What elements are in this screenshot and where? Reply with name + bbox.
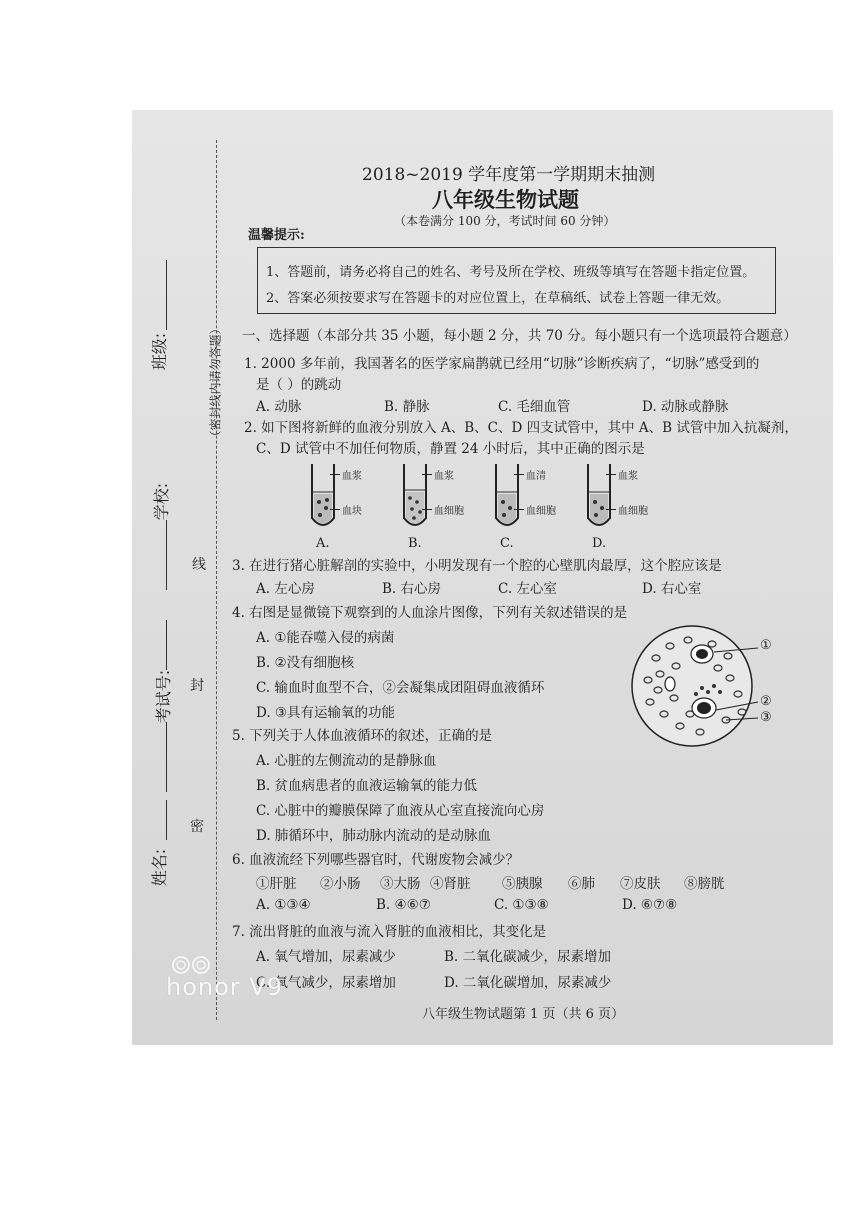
class-label: 班级: [150, 332, 170, 371]
q3-option-c[interactable]: C. 左心室 [498, 581, 557, 597]
tube-a-icon [308, 462, 338, 532]
section1-heading: 一、选择题（本部分共 35 小题，每小题 2 分，共 70 分。每小题只有一个选项最符合题意） [242, 328, 797, 344]
tube-c-top-label: 血清 [526, 471, 546, 482]
smear-mark-1: ① [760, 638, 772, 653]
year-title: 2018~2019 学年度第一学期期末抽测 [362, 165, 656, 185]
seal-char-feng: 封 [190, 678, 204, 694]
q3-option-a[interactable]: A. 左心房 [256, 581, 315, 597]
tube-a-bottom-label: 血块 [342, 506, 362, 517]
organ-6: ⑥肺 [568, 876, 595, 892]
tube-b-bottom-label: 血细胞 [434, 506, 464, 517]
q1-option-d[interactable]: D. 动脉或静脉 [642, 399, 729, 415]
q4-option-c[interactable]: C. 输血时血型不合，②会凝集成团阻碍血液循环 [256, 680, 545, 696]
q7-line1: 7. 流出肾脏的血液与流入肾脏的血液相比，其变化是 [232, 924, 547, 940]
name-blank[interactable] [166, 800, 167, 840]
seal-char-mi: 密 [190, 819, 204, 835]
q2-line2: C、D 试管中不加任何物质，静置 24 小时后，其中正确的图示是 [256, 441, 645, 457]
notice-box [257, 247, 776, 314]
q1-option-b[interactable]: B. 静脉 [384, 399, 430, 415]
seal-char-line: 线 [192, 557, 206, 573]
q5-option-c[interactable]: C. 心脏中的瓣膜保障了血液从心室直接流向心房 [256, 803, 545, 819]
q5-option-d[interactable]: D. 肺循环中，肺动脉内流动的是动脉血 [256, 828, 491, 844]
q3-option-d[interactable]: D. 右心室 [642, 581, 702, 597]
exam-no-label: 考试号: [154, 669, 174, 724]
q5-option-a[interactable]: A. 心脏的左侧流动的是静脉血 [256, 753, 437, 769]
q4-line1: 4. 右图是显微镜下观察到的人血涂片图像，下列有关叙述错误的是 [232, 605, 628, 621]
organ-1: ①肝脏 [256, 876, 297, 892]
q5-line1: 5. 下列关于人体血液循环的叙述，正确的是 [232, 728, 493, 744]
tube-b-icon [400, 462, 430, 532]
q5-option-b[interactable]: B. 贫血病患者的血液运输氧的能力低 [256, 778, 478, 794]
q3-option-b[interactable]: B. 右心房 [382, 581, 442, 597]
watermark-text: honor V9 [166, 973, 283, 1001]
q6-organ-list [256, 872, 776, 892]
q6-option-c[interactable]: C. ①③⑧ [494, 897, 549, 913]
q6-option-b[interactable]: B. ④⑥⑦ [376, 897, 431, 913]
tube-a-top-label: 血浆 [342, 471, 362, 482]
tube-d-bottom-label: 血细胞 [618, 506, 648, 517]
school-label: 学校: [152, 482, 172, 521]
tube-a-letter: A. [316, 536, 330, 551]
tube-c-icon [492, 462, 522, 532]
exam-paper [132, 110, 833, 1045]
q2-line1: 2. 如下图将新鲜的血液分别放入 A、B、C、D 四支试管中，其中 A、B 试管中加入抗凝剂， [244, 420, 798, 436]
name-label: 姓名: [150, 848, 170, 887]
q4-option-b[interactable]: B. ②没有细胞核 [256, 655, 355, 671]
q6-option-a[interactable]: A. ①③④ [256, 897, 311, 913]
q7-option-c[interactable]: C. 氧气减少，尿素增加 [256, 975, 396, 991]
organ-5: ⑤胰腺 [502, 876, 543, 892]
notice-line-2: 2、答案必须按要求写在答题卡的对应位置上，在草稿纸、试卷上答题一律无效。 [266, 291, 730, 306]
q1-option-c[interactable]: C. 毛细血管 [498, 399, 571, 415]
tube-d-letter: D. [592, 536, 607, 551]
notice-label: 温馨提示: [248, 228, 305, 243]
q6-option-d[interactable]: D. ⑥⑦⑧ [622, 897, 678, 913]
blood-smear-icon [630, 622, 780, 752]
organ-2: ②小肠 [320, 876, 361, 892]
q4-option-d[interactable]: D. ③具有运输氧的功能 [256, 705, 396, 721]
q1-line1: 1. 2000 多年前，我国著名的医学家扁鹊就已经用“切脉”诊断疾病了，“切脉”感受到的 [244, 356, 760, 372]
tube-b[interactable] [400, 462, 490, 551]
organ-7: ⑦皮肤 [620, 876, 661, 892]
tube-d[interactable] [584, 462, 674, 551]
subtitle: （本卷满分 100 分，考试时间 60 分钟） [394, 214, 616, 228]
tube-d-top-label: 血浆 [618, 471, 638, 482]
school-blank[interactable] [166, 520, 167, 590]
exam-no-blank[interactable] [166, 620, 167, 670]
exam-no-blank-2[interactable] [166, 722, 167, 792]
tube-c[interactable] [492, 462, 582, 551]
tube-d-icon [584, 462, 614, 532]
dual-camera-icon [170, 955, 216, 975]
tube-a[interactable] [308, 462, 398, 551]
q6-line1: 6. 血液流经下列哪些器官时，代谢废物会减少？ [232, 852, 520, 868]
page-footer: 八年级生物试题第 1 页（共 6 页） [422, 1007, 625, 1022]
tube-b-top-label: 血浆 [434, 471, 454, 482]
q7-option-b[interactable]: B. 二氧化碳减少，尿素增加 [444, 949, 612, 965]
q1-line2: 是（ ）的跳动 [256, 377, 342, 393]
seal-note: （密封线内请勿答题） [208, 322, 223, 443]
main-title: 八年级生物试题 [432, 187, 579, 212]
camera-watermark [166, 955, 306, 1005]
tube-c-bottom-label: 血细胞 [526, 506, 556, 517]
organ-8: ⑧膀胱 [684, 876, 725, 892]
organ-3: ③大肠 [380, 876, 421, 892]
blood-smear-figure [630, 622, 780, 752]
q7-option-a[interactable]: A. 氧气增加，尿素减少 [256, 949, 396, 965]
q4-option-a[interactable]: A. ①能吞噬入侵的病菌 [256, 630, 395, 646]
organ-4: ④肾脏 [430, 876, 471, 892]
tube-c-letter: C. [500, 536, 514, 551]
seal-dashed-line [216, 140, 217, 1020]
class-blank[interactable] [166, 260, 167, 330]
tube-b-letter: B. [408, 536, 422, 551]
q3-line1: 3. 在进行猪心脏解剖的实验中，小明发现有一个腔的心壁肌肉最厚，这个腔应该是 [232, 558, 722, 574]
smear-mark-3: ③ [760, 710, 772, 725]
notice-line-1: 1、答题前，请务必将自己的姓名、考号及所在学校、班级等填写在答题卡指定位置。 [266, 265, 756, 280]
smear-mark-2: ② [760, 694, 772, 709]
q7-option-d[interactable]: D. 二氧化碳增加，尿素减少 [444, 975, 612, 991]
q1-option-a[interactable]: A. 动脉 [256, 399, 302, 415]
